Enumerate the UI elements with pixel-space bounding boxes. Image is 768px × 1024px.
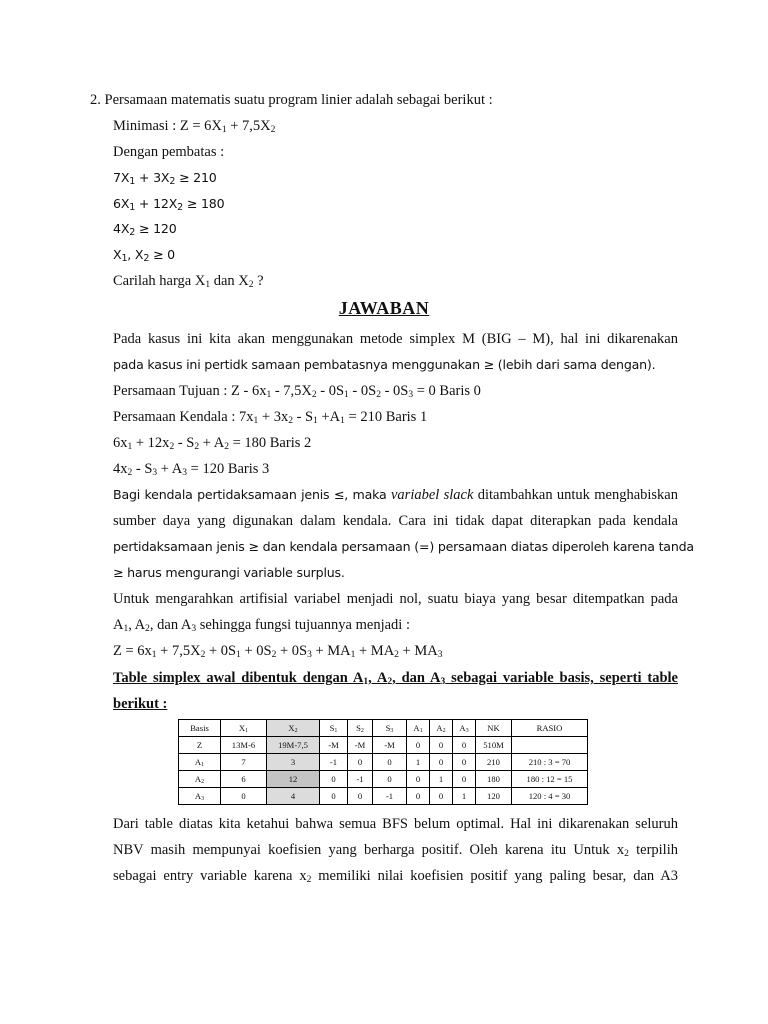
objective-equation: Persamaan Tujuan : $Z - 6x_1 - 7,5X_2 - 0S_1 - 0S_2 - 0S_3 = 0$ Baris 0	[113, 383, 481, 400]
paragraph-3-line-2: $A_1$, $A_2$, dan $A_3$ sehingga fungsi tujuannya menjadi :	[113, 617, 410, 634]
constraint-equation-1: Persamaan Kendala : $7x_1 + 3x_2 - S_1 +A_1 = 210$ Baris 1	[113, 409, 428, 426]
paragraph-2-line-2: sumber daya yang digunakan dalam kendala. Cara ini tidak dapat diterapkan pada kendala	[113, 513, 678, 529]
basis-cell: $A_3$	[179, 788, 221, 805]
table-cell: 4	[267, 788, 320, 805]
column-header: $S_3$	[373, 720, 407, 737]
simplex-row	[179, 788, 588, 805]
table-cell: 510M	[476, 737, 512, 754]
table-cell: 0	[373, 754, 407, 771]
simplex-row	[179, 754, 588, 771]
table-cell: 6	[221, 771, 267, 788]
table-cell: 0	[453, 737, 476, 754]
table-cell: -M	[348, 737, 373, 754]
table-cell: 0	[430, 788, 453, 805]
simplex-row	[179, 771, 588, 788]
table-cell: -M	[320, 737, 348, 754]
table-cell: 0	[221, 788, 267, 805]
paragraph-4-line-1: Dari table diatas kita ketahui bahwa semua BFS belum optimal. Hal ini dikarenakan seluruh	[113, 816, 678, 832]
paragraph-3-line-1: Untuk mengarahkan artifisial variabel menjadi nol, suatu biaya yang besar ditempatkan pada	[113, 591, 678, 607]
problem-intro	[90, 91, 493, 109]
table-cell: 1	[453, 788, 476, 805]
simplex-header-row	[179, 720, 588, 737]
paragraph-2-line-1: Bagi kendala pertidaksamaan jenis ≤, maka variabel slack ditambahkan untuk menghabiskan	[113, 487, 678, 503]
table-cell: 0	[407, 737, 430, 754]
paragraph-2-line-3: pertidaksamaan jenis ≥ dan kendala persamaan (=) persamaan diatas diperoleh karena tanda	[113, 539, 694, 554]
table-cell: 0	[453, 771, 476, 788]
basis-cell: $A_2$	[179, 771, 221, 788]
table-intro-line-2: berikut :	[113, 696, 168, 712]
column-header: $X_2$	[267, 720, 320, 737]
table-cell: 0	[320, 771, 348, 788]
table-cell: -1	[320, 754, 348, 771]
answer-title: JAWABAN	[338, 298, 430, 318]
table-cell: 1	[430, 771, 453, 788]
table-cell: -1	[348, 771, 373, 788]
objective-function: Minimasi : $Z = 6X_1 + 7,5X_2$	[113, 118, 276, 135]
table-cell: 0	[320, 788, 348, 805]
column-header: $S_2$	[348, 720, 373, 737]
table-cell: 180	[476, 771, 512, 788]
table-cell: 120 : 4 = 30	[512, 788, 588, 805]
table-intro-line-1: Table simplex awal dibentuk dengan $A_1$, $A_2$, dan $A_3$ sebagai variable basis, seperti table	[113, 670, 678, 687]
problem-question: Carilah harga $X_1$ dan $X_2$ ?	[113, 273, 264, 290]
table-cell: 180 : 12 = 15	[512, 771, 588, 788]
table-cell: 0	[453, 754, 476, 771]
table-cell: 13M-6	[221, 737, 267, 754]
table-cell: 0	[407, 771, 430, 788]
column-header: RASIO	[512, 720, 588, 737]
table-cell: 0	[430, 754, 453, 771]
table-cell: 210 : 3 = 70	[512, 754, 588, 771]
problem-intro-text: Persamaan matematis suatu program linier adalah sebagai berikut :	[104, 92, 493, 108]
paragraph-2-line-4: ≥ harus mengurangi variable surplus.	[113, 565, 345, 580]
column-header: NK	[476, 720, 512, 737]
constraint-3: $4X_2 \ge 120$	[113, 221, 177, 238]
table-cell: 1	[407, 754, 430, 771]
constraint-2: $6X_1 + 12X_2 \ge 180$	[113, 196, 225, 213]
table-cell: 7	[221, 754, 267, 771]
table-cell: 0	[430, 737, 453, 754]
simplex-table	[178, 719, 588, 805]
constraint-equation-2: $6x_1 + 12x_2 - S_2 + A_2 = 180$ Baris 2	[113, 435, 312, 452]
constraint-equation-3: $4x_2 - S_3 + A_3 = 120$ Baris 3	[113, 461, 270, 478]
problem-number: 2.	[90, 92, 101, 108]
table-cell: 120	[476, 788, 512, 805]
column-header: $X_1$	[221, 720, 267, 737]
column-header: $A_1$	[407, 720, 430, 737]
table-cell: 0	[348, 788, 373, 805]
column-header: $A_2$	[430, 720, 453, 737]
column-header: $A_3$	[453, 720, 476, 737]
column-header: $S_1$	[320, 720, 348, 737]
table-cell: 0	[407, 788, 430, 805]
constraints-label: Dengan pembatas :	[113, 144, 225, 160]
table-cell: -M	[373, 737, 407, 754]
paragraph-4-line-2: NBV masih mempunyai koefisien yang berharga positif. Oleh karena itu Untuk $x_2$ terpilih	[113, 842, 678, 859]
basis-cell: Z	[179, 737, 221, 754]
table-cell: 0	[373, 771, 407, 788]
table-cell: -1	[373, 788, 407, 805]
simplex-row	[179, 737, 588, 754]
basis-cell: $A_1$	[179, 754, 221, 771]
table-cell: 210	[476, 754, 512, 771]
paragraph-4-line-3: sebagai entry variable karena $x_2$ memiliki nilai koefisien positif yang paling besar, dan A3	[113, 868, 678, 885]
table-cell: 0	[348, 754, 373, 771]
simplex-table-body	[179, 720, 588, 805]
table-cell	[512, 737, 588, 754]
table-cell: 3	[267, 754, 320, 771]
table-cell: 12	[267, 771, 320, 788]
constraint-1: $7X_1 + 3X_2 \ge 210$	[113, 170, 217, 187]
paragraph-1-line-1: Pada kasus ini kita akan menggunakan metode simplex M (BIG – M), hal ini dikarenakan	[113, 331, 678, 347]
paragraph-1-line-2: pada kasus ini pertidk samaan pembatasnya menggunakan ≥ (lebih dari sama dengan).	[113, 357, 656, 372]
table-cell: 19M-7,5	[267, 737, 320, 754]
column-header: Basis	[179, 720, 221, 737]
new-objective-function: $Z = 6x_1 + 7,5X_2 + 0S_1 + 0S_2 + 0S_3 + MA_1 + MA_2 + MA_3$	[113, 643, 443, 660]
constraint-nonnegativity: $X_1$, $X_2 \ge 0$	[113, 247, 175, 264]
